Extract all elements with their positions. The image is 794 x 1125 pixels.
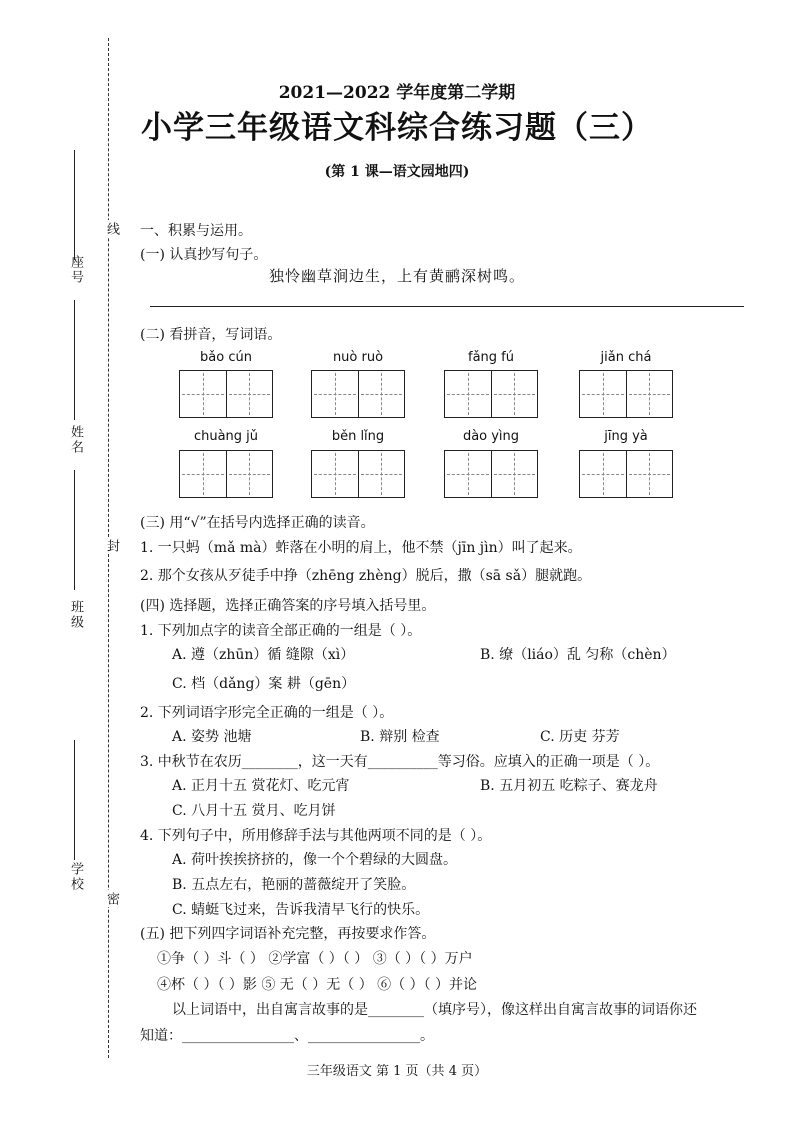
copy-sentence: 独怜幽草涧边生，上有黄鹂深树鸣。: [268, 267, 525, 285]
question-text: 1. 一只蚂（mǎ mà）蚱落在小明的肩上，他不禁（jīn jìn）叫了起来。: [140, 540, 582, 556]
idiom-fill-row: ④杯（ ）（ ）影 ⑤ 无（ ）无（ ） ⑥（ ）（ ）并论: [157, 977, 478, 993]
name-label: 姓名: [68, 425, 83, 455]
question-text: 4. 下列句子中，所用修辞手法与其他两项不同的是（ ）。: [140, 828, 492, 844]
copy-writing-line[interactable]: [150, 306, 744, 307]
tianzige-box[interactable]: [444, 370, 538, 418]
school-year: 2021—2022 学年度第二学期: [278, 83, 516, 103]
binding-mark-secret: 密: [104, 892, 119, 905]
part4-heading: (四) 选择题，选择正确答案的序号填入括号里。: [140, 598, 436, 614]
question-text: 2. 下列词语字形完全正确的一组是（ ）。: [140, 705, 394, 721]
pinyin-label: chuàng jǔ: [193, 429, 259, 444]
tianzige-box[interactable]: [179, 370, 273, 418]
option-text: C. 八月十五 赏月、吃月饼: [172, 803, 336, 819]
pinyin-label: běn lǐng: [331, 429, 385, 444]
pinyin-label: dào yìng: [462, 429, 520, 444]
pinyin-label: jīng yà: [604, 429, 648, 444]
option-text: B. 缭（liáo）乱 匀称（chèn）: [480, 647, 676, 663]
option-text: B. 五点左右，艳丽的蔷薇绽开了笑脸。: [172, 877, 416, 893]
page-subtitle: (第 1 课—语文园地四): [324, 164, 470, 180]
part3-heading: (三) 用“√”在括号内选择正确的读音。: [140, 515, 375, 531]
part2-heading: (二) 看拼音，写词语。: [140, 327, 282, 343]
tianzige-box[interactable]: [179, 450, 273, 498]
tianzige-box[interactable]: [579, 450, 673, 498]
option-text: C. 历吏 芬芳: [540, 729, 620, 745]
option-text: C. 档（dǎng）案 耕（gēn）: [172, 676, 356, 692]
question-text: 2. 那个女孩从歹徒手中挣（zhēng zhèng）脱后，撒（sā sǎ）腿就跑。: [140, 568, 592, 584]
name-line: [74, 300, 75, 420]
option-text: A. 正月十五 赏花灯、吃元宵: [172, 778, 350, 794]
tianzige-box[interactable]: [444, 450, 538, 498]
seat-label: 座号: [68, 255, 83, 285]
option-text: A. 遵（zhūn）循 缝隙（xì）: [172, 647, 355, 663]
idiom-fill-row: ①争（ ）斗（ ） ②学富（ ）（ ） ③（ ）（ ）万户: [157, 951, 473, 967]
tianzige-box[interactable]: [311, 370, 405, 418]
question-text: 3. 中秋节在农历________，这一天有__________等习俗。应填入的正确一项是（ ）。: [140, 754, 660, 770]
school-label: 学校: [68, 862, 83, 892]
class-label: 班级: [68, 600, 83, 630]
question-text: 以上词语中，出自寓言故事的是________（填序号），像这样出自寓言故事的词语你还: [172, 1002, 697, 1018]
option-text: B. 五月初五 吃粽子、赛龙舟: [480, 778, 658, 794]
option-text: C. 蜻蜓飞过来，告诉我清早飞行的快乐。: [172, 902, 430, 918]
part5-heading: (五) 把下列四字词语补充完整，再按要求作答。: [140, 926, 436, 942]
question-text: 1. 下列加点字的读音全部正确的一组是（ ）。: [140, 623, 422, 639]
pinyin-label: jiǎn chá: [600, 350, 652, 365]
tianzige-box[interactable]: [579, 370, 673, 418]
binding-mark-line: 线: [104, 222, 119, 235]
tianzige-box[interactable]: [311, 450, 405, 498]
part1-heading: (一) 认真抄写句子。: [140, 247, 268, 263]
option-text: A. 荷叶挨挨挤挤的，像一个个碧绿的大圆盘。: [172, 852, 458, 868]
section-heading: 一、积累与运用。: [140, 223, 252, 239]
page-title: 小学三年级语文科综合练习题（三）: [141, 110, 653, 146]
pinyin-label: bǎo cún: [200, 350, 252, 365]
pinyin-label: nuò ruò: [332, 350, 384, 365]
school-line: [74, 740, 75, 860]
page-footer: 三年级语文 第 1 页（共 4 页）: [306, 1064, 488, 1079]
class-line: [74, 470, 75, 590]
option-text: B. 辩别 检查: [360, 729, 440, 745]
question-text: 知道：________________、________________。: [140, 1028, 434, 1044]
option-text: A. 姿势 池塘: [172, 729, 252, 745]
pinyin-label: fǎng fú: [468, 350, 514, 365]
binding-mark-seal: 封: [104, 539, 119, 552]
